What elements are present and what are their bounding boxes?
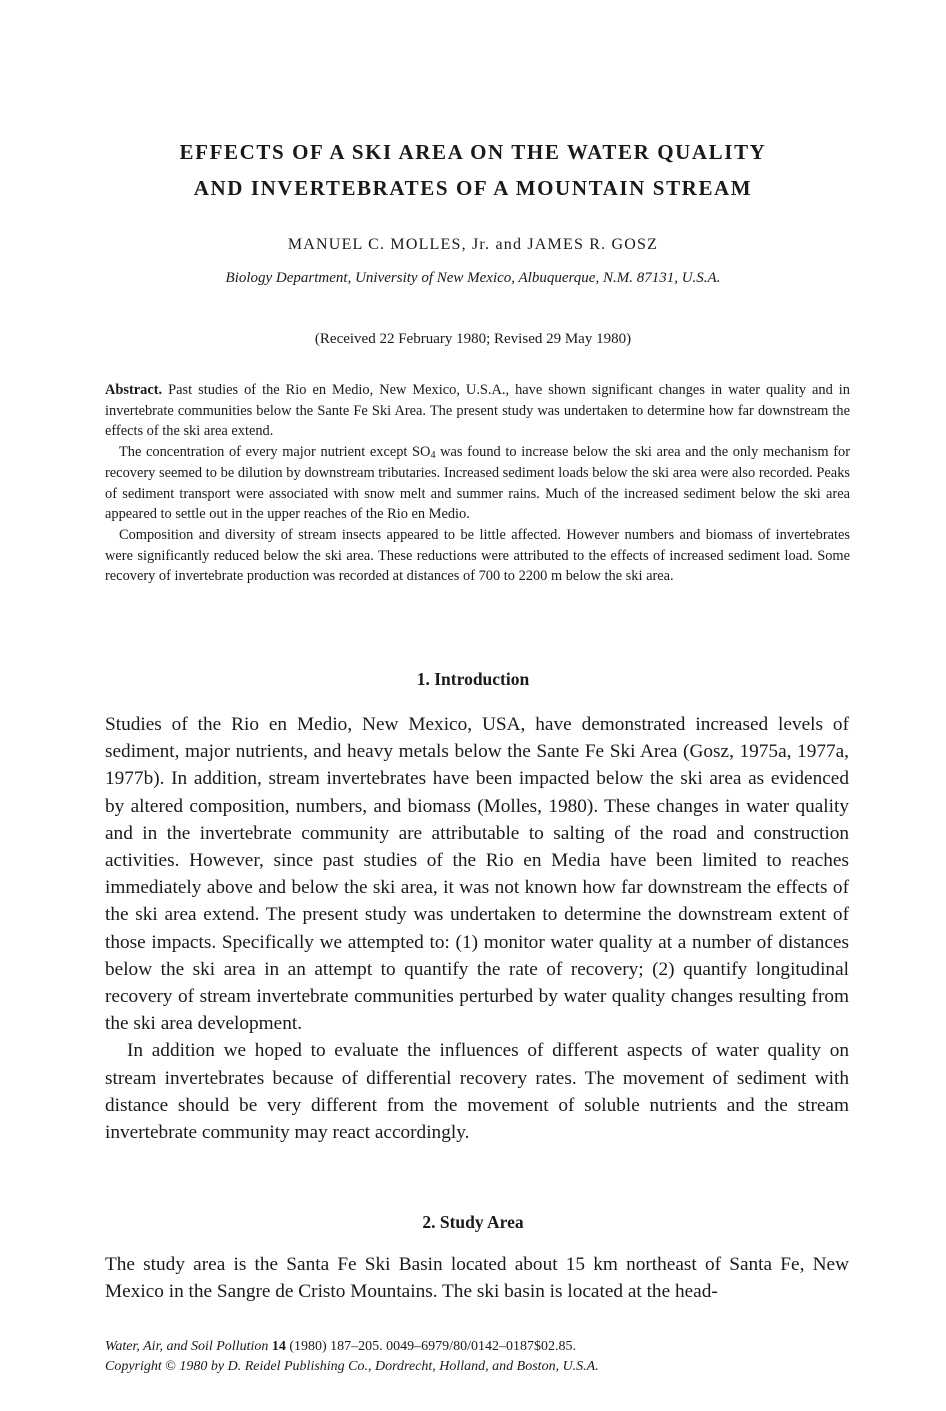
abstract-paragraph-1 <box>105 380 850 442</box>
journal-name: Water, Air, and Soil Pollution <box>105 1339 269 1354</box>
copyright-label: Copyright <box>105 1359 162 1374</box>
abstract-label: Abstract. <box>105 382 163 398</box>
author-list: MANUEL C. MOLLES, Jr. and JAMES R. GOSZ <box>287 236 659 253</box>
study-area-body <box>105 1251 849 1305</box>
copyright-symbol: © <box>165 1359 176 1374</box>
journal-volume: 14 <box>271 1339 286 1354</box>
section-heading-introduction: 1. Introduction <box>416 669 530 689</box>
abstract <box>105 380 850 587</box>
study-paragraph-1: The study area is the Santa Fe Ski Basin located about 15 km northeast of Santa Fe, New Mexico in the Sangre de Cristo Mountains. The ski basin is located at the head- <box>105 1254 849 1303</box>
abstract-paragraph-2 <box>105 442 850 525</box>
page-footer <box>105 1337 849 1377</box>
abstract-text-1: Past studies of the Rio en Medio, New Mexico, U.S.A., have shown significant changes in water quality and in invertebrate communities below the Sante Fe Ski Area. The present study was undertaken to determine how far downstream the effects of the ski area extend. <box>105 382 850 440</box>
title-line-2: AND INVERTEBRATES OF A MOUNTAIN STREAM <box>193 176 753 200</box>
title-line-1: EFFECTS OF A SKI AREA ON THE WATER QUALITY <box>179 140 767 164</box>
copyright-line <box>105 1357 849 1377</box>
copyright-text: 1980 by D. Reidel Publishing Co., Dordrecht, Holland, and Boston, U.S.A. <box>179 1359 599 1374</box>
received-dates: (Received 22 February 1980; Revised 29 May 1980) <box>314 331 632 347</box>
abstract-text-2a: The concentration of every major nutrient except SO <box>119 444 431 461</box>
section-heading-study-area: 2. Study Area <box>422 1212 524 1232</box>
journal-citation <box>105 1337 849 1357</box>
abstract-paragraph-3: Composition and diversity of stream insects appeared to be little affected. However numbers and biomass of invertebrates were significantly reduced below the ski area. These reductions were attributed to the effects of increased sediment load. Some recovery of invertebrate production was recorded at distances of 700 to 2200 m below the ski area. <box>105 526 850 585</box>
citation-details: (1980) 187–205. 0049–6979/80/0142–0187$02.85. <box>289 1339 576 1354</box>
intro-paragraph-2: In addition we hoped to evaluate the influences of different aspects of water quality on stream invertebrates because of differential recovery rates. The movement of sediment with distance should be very different from the movement of soluble nutrients and the stream invertebrate community may react accordingly. <box>105 1040 849 1144</box>
affiliation: Biology Department, University of New Mexico, Albuquerque, N.M. 87131, U.S.A. <box>225 270 721 286</box>
intro-paragraph-1: Studies of the Rio en Medio, New Mexico, USA, have demonstrated increased levels of sediment, major nutrients, and heavy metals below the Sante Fe Ski Area (Gosz, 1975a, 1977a, 1977b). In addition, stream invertebrates have been impacted below the ski area as evidenced by altered composition, numbers, and biomass (Molles, 1980). These changes in water quality and in the invertebrate community are attributable to salting of the road and construction activities. However, since past studies of the Rio en Media have been limited to reaches immediately above and below the ski area, it was not known how far downstream the effects of the ski area extend. The present study was undertaken to determine the downstream extent of those impacts. Specifically we attempted to: (1) monitor water quality at a number of distances below the ski area in an attempt to quantify the rate of recovery; (2) quantify longitudinal recovery of stream invertebrate communities perturbed by water quality changes resulting from the ski area development. <box>105 714 849 1035</box>
paper-title <box>0 134 946 206</box>
sulfate-subscript: 4 <box>430 450 436 462</box>
introduction-body <box>105 711 849 1146</box>
abstract-text-2b: was found to increase below the ski area and the only mechanism for recovery seemed to be dilution by downstream tributaries. Increased sediment loads below the ski area were also recorded. Peaks of sediment transport were associated with snow melt and summer rains. Much of the increased sediment below the ski area appeared to settle out in the upper reaches of the Rio en Medio. <box>105 444 850 523</box>
